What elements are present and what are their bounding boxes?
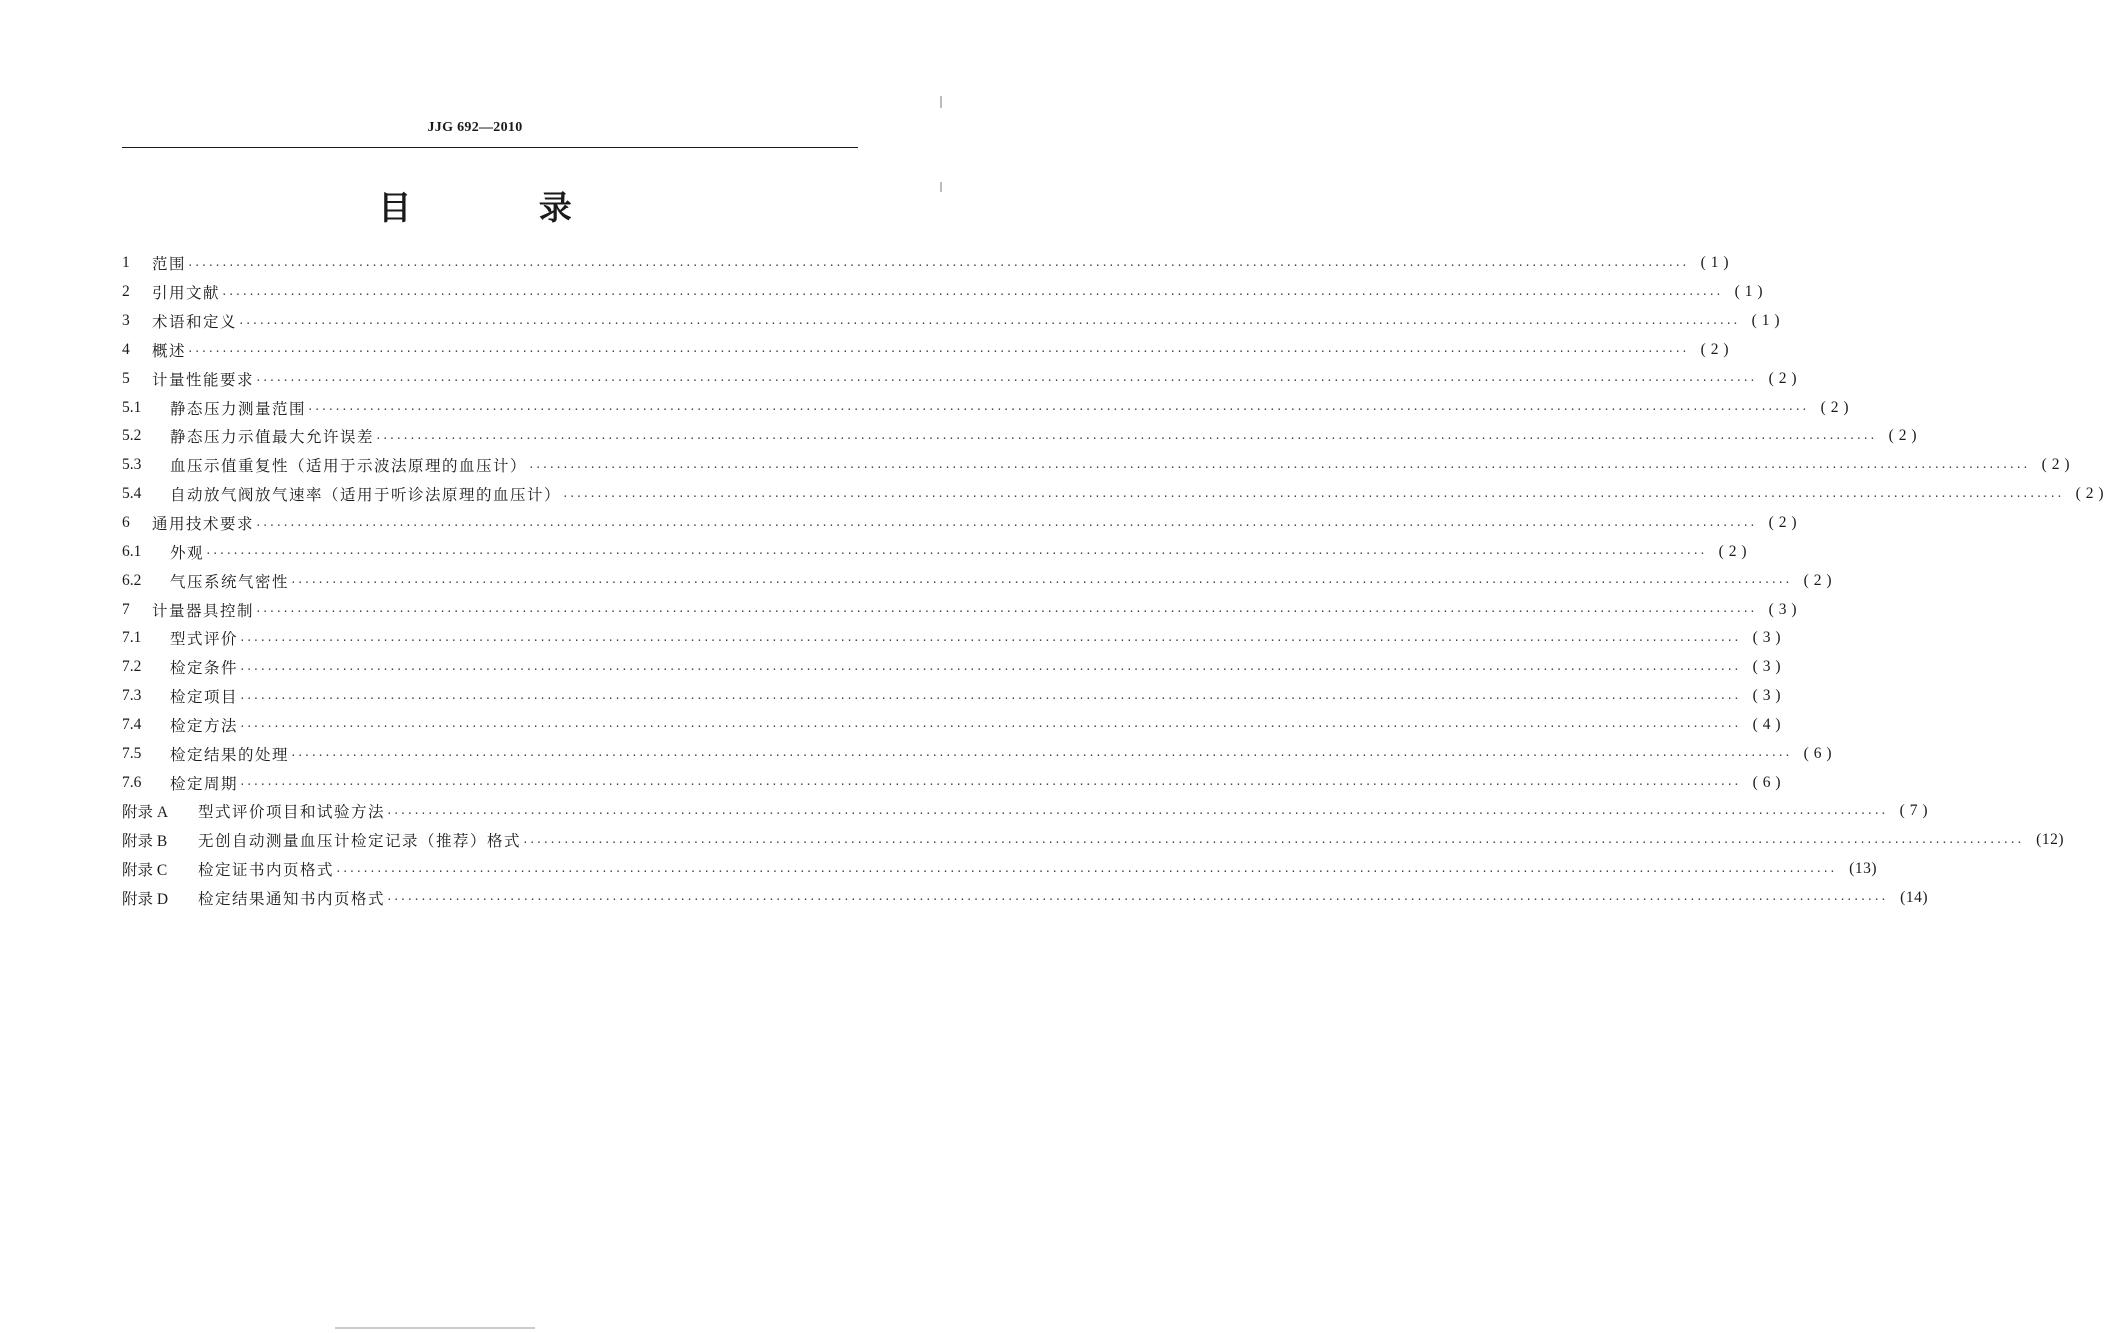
- toc-dot-leader: ····························································································································································································································: [255, 374, 1756, 388]
- toc-entry-title: 检定结果的处理: [170, 745, 290, 764]
- toc-entry-title: 检定周期: [170, 774, 239, 793]
- toc-entry: [122, 336, 1729, 365]
- toc-entry-number: 4: [122, 340, 130, 358]
- toc-entry-title: 术语和定义: [152, 313, 238, 332]
- toc-entry: [122, 509, 1797, 538]
- toc-entry-title: 检定条件: [170, 659, 239, 678]
- toc-entry-title: 气压系统气密性: [170, 572, 290, 591]
- toc-dot-leader: ····························································································································································································································: [187, 258, 1688, 272]
- toc-entry-number: 6: [122, 514, 130, 532]
- toc-entry: [122, 855, 1877, 884]
- toc-entry-number: 5: [122, 369, 130, 387]
- toc-entry: [122, 566, 1832, 595]
- toc-entry: [122, 364, 1797, 393]
- table-of-contents: [122, 249, 2104, 912]
- toc-entry-number: 6.1: [122, 542, 142, 560]
- toc-dot-leader: ····························································································································································································································: [375, 431, 1876, 445]
- toc-entry-page: ( 4 ): [1752, 715, 1781, 733]
- toc-entry-number: 7.4: [122, 715, 142, 733]
- toc-entry-title: 静态压力示值最大允许误差: [170, 428, 375, 447]
- toc-entry-title: 检定证书内页格式: [198, 861, 335, 880]
- toc-entry-page: (14): [1900, 888, 1928, 906]
- toc-entry-number: 5.2: [122, 427, 142, 445]
- toc-entry-page: ( 2 ): [2041, 456, 2070, 474]
- toc-entry-page: (13): [1849, 860, 1877, 878]
- toc-entry-number: 附录 B: [122, 833, 168, 851]
- toc-entry-title: 概述: [152, 341, 187, 360]
- document-code: JJG 692—2010: [427, 120, 523, 135]
- toc-entry-page: (12): [2036, 831, 2064, 849]
- toc-entry: [122, 797, 1928, 826]
- toc-entry: [122, 768, 1781, 797]
- toc-entry-page: ( 7 ): [1899, 802, 1928, 820]
- scan-artifact: [335, 1327, 535, 1329]
- toc-entry-title: 通用技术要求: [152, 515, 255, 534]
- toc-entry-number: 7: [122, 600, 130, 618]
- toc-entry: [122, 249, 1729, 278]
- toc-entry: [122, 451, 2070, 480]
- toc-entry-page: ( 2 ): [1768, 514, 1797, 532]
- toc-entry-title: 型式评价: [170, 630, 239, 649]
- toc-entry-number: 附录 A: [122, 804, 169, 822]
- toc-entry-title: 范围: [152, 255, 187, 274]
- toc-entry-page: ( 2 ): [1700, 340, 1729, 358]
- toc-entry-page: ( 1 ): [1700, 254, 1729, 272]
- toc-entry: [122, 826, 2064, 855]
- toc-dot-leader: ····························································································································································································································: [290, 749, 1791, 763]
- toc-entry: [122, 278, 1763, 307]
- toc-entry: [122, 624, 1781, 653]
- toc-entry-title: 检定结果通知书内页格式: [198, 889, 386, 908]
- toc-entry-number: 5.3: [122, 456, 142, 474]
- toc-entry-number: 5.1: [122, 398, 142, 416]
- toc-entry-page: ( 2 ): [1803, 571, 1832, 589]
- toc-dot-leader: ····························································································································································································································: [386, 893, 1887, 907]
- toc-entry-number: 6.2: [122, 571, 142, 589]
- toc-entry-page: ( 3 ): [1768, 600, 1797, 618]
- toc-dot-leader: ····························································································································································································································: [307, 403, 1808, 417]
- toc-entry-number: 2: [122, 283, 130, 301]
- toc-entry-title: 静态压力测量范围: [170, 399, 307, 418]
- toc-entry: [122, 480, 2104, 509]
- toc-entry-number: 1: [122, 254, 130, 272]
- toc-entry-page: ( 3 ): [1752, 629, 1781, 647]
- toc-entry-title: 检定方法: [170, 716, 239, 735]
- toc-entry-page: ( 2 ): [1820, 398, 1849, 416]
- toc-dot-leader: ····························································································································································································································: [238, 316, 1739, 330]
- toc-entry: [122, 682, 1781, 711]
- toc-entry-title: 引用文献: [152, 284, 221, 303]
- toc-dot-leader: ····························································································································································································································: [221, 287, 1722, 301]
- toc-entry-number: 5.4: [122, 485, 142, 503]
- toc-dot-leader: ····························································································································································································································: [522, 835, 2023, 849]
- toc-entry-page: ( 2 ): [1768, 369, 1797, 387]
- toc-entry-number: 7.6: [122, 773, 142, 791]
- toc-entry-page: ( 2 ): [1888, 427, 1917, 445]
- toc-entry-number: 7.2: [122, 658, 142, 676]
- toc-entry: [122, 711, 1781, 740]
- toc-entry: [122, 653, 1781, 682]
- toc-entry-title: 血压示值重复性（适用于示波法原理的血压计）: [170, 457, 528, 476]
- toc-entry-number: 附录 D: [122, 890, 169, 908]
- toc-dot-leader: ····························································································································································································································: [528, 460, 2029, 474]
- header-rule: [122, 147, 858, 148]
- toc-dot-leader: ····························································································································································································································: [335, 864, 1836, 878]
- toc-dot-leader: ····························································································································································································································: [386, 806, 1887, 820]
- toc-entry-number: 3: [122, 312, 130, 330]
- toc-entry-title: 计量性能要求: [152, 370, 255, 389]
- toc-entry-page: ( 1 ): [1734, 283, 1763, 301]
- scan-artifact: [940, 182, 942, 192]
- toc-dot-leader: ····························································································································································································································: [290, 576, 1791, 590]
- toc-dot-leader: ····························································································································································································································: [239, 662, 1740, 676]
- toc-entry-page: ( 6 ): [1752, 773, 1781, 791]
- toc-entry-page: ( 2 ): [1718, 542, 1747, 560]
- toc-dot-leader: ····························································································································································································································: [255, 605, 1756, 619]
- toc-entry-number: 7.5: [122, 744, 142, 762]
- toc-entry-title: 自动放气阀放气速率（适用于听诊法原理的血压计）: [170, 486, 562, 505]
- toc-dot-leader: ····························································································································································································································: [239, 691, 1740, 705]
- toc-dot-leader: ····························································································································································································································: [187, 345, 1688, 359]
- toc-entry-title: 外观: [170, 543, 205, 562]
- toc-entry-title: 型式评价项目和试验方法: [198, 803, 386, 822]
- toc-entry: [122, 307, 1780, 336]
- toc-entry-number: 附录 C: [122, 862, 168, 880]
- toc-entry-page: ( 1 ): [1751, 312, 1780, 330]
- toc-entry-number: 7.3: [122, 687, 142, 705]
- toc-dot-leader: ····························································································································································································································: [239, 633, 1740, 647]
- toc-entry-title: 检定项目: [170, 688, 239, 707]
- toc-entry: [122, 393, 1849, 422]
- toc-dot-leader: ····························································································································································································································: [239, 720, 1740, 734]
- toc-dot-leader: ····························································································································································································································: [205, 547, 1706, 561]
- scan-artifact: [940, 96, 942, 108]
- toc-dot-leader: ····························································································································································································································: [255, 518, 1756, 532]
- toc-entry-title: 计量器具控制: [152, 601, 255, 620]
- toc-entry: [122, 739, 1832, 768]
- toc-dot-leader: ····························································································································································································································: [562, 489, 2063, 503]
- toc-entry-page: ( 3 ): [1752, 658, 1781, 676]
- toc-entry-number: 7.1: [122, 629, 142, 647]
- toc-entry-page: ( 2 ): [2075, 485, 2104, 503]
- toc-entry-page: ( 6 ): [1803, 744, 1832, 762]
- toc-dot-leader: ····························································································································································································································: [239, 778, 1740, 792]
- toc-entry-page: ( 3 ): [1752, 687, 1781, 705]
- toc-entry: [122, 422, 1917, 451]
- toc-entry: [122, 884, 1928, 913]
- toc-entry: [122, 595, 1797, 624]
- toc-entry-title: 无创自动测量血压计检定记录（推荐）格式: [198, 832, 522, 851]
- page-title: 目 录: [378, 188, 630, 227]
- toc-entry: [122, 537, 1747, 566]
